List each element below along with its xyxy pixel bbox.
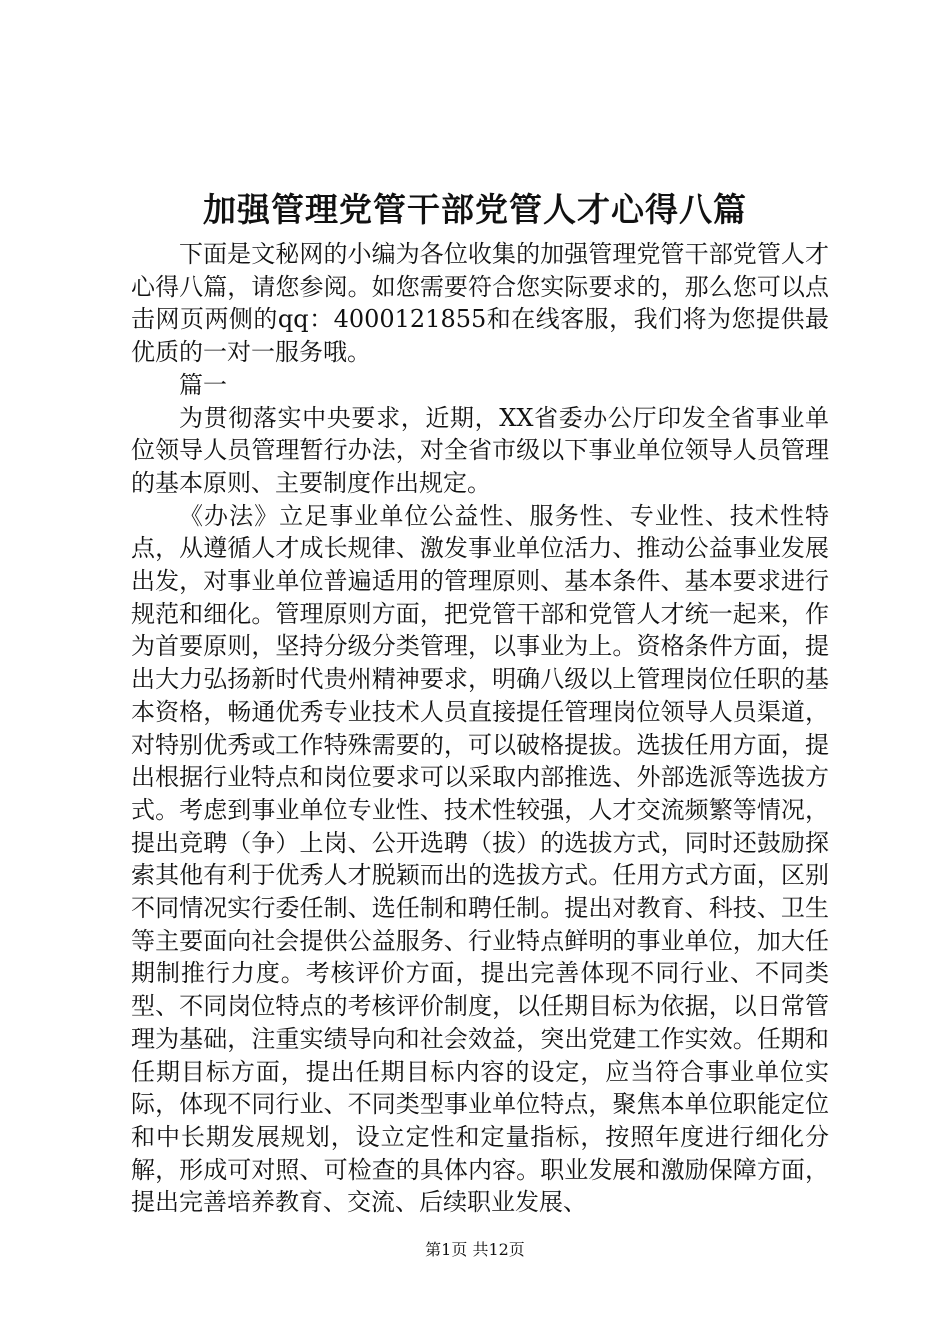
page-number: 第1页 共12页 [425,1240,525,1259]
body-paragraph: 为贯彻落实中央要求，近期，XX省委办公厅印发全省事业单位领导人员管理暂行办法，对全省市级以下事业单位领导人员管理的基本原则、主要制度作出规定。 [131,403,829,497]
body-paragraph: 《办法》立足事业单位公益性、服务性、专业性、技术性特点，从遵循人才成长规律、激发事业单位活力、推动公益事业发展出发，对事业单位普遍适用的管理原则、基本条件、基本要求进行规范和细化。管理原则方面，把党管干部和党管人才统一起来，作为首要原则，坚持分级分类管理，以事业为上。资格条件方面，提出大力弘扬新时代贵州精神要求，明确八级以上管理岗位任职的基本资格，畅通优秀专业技术人员直接提任管理岗位领导人员渠道，对特别优秀或工作特殊需要的，可以破格提拔。选拔任用方面，提出根据行业特点和岗位要求可以采取内部推选、外部选派等选拔方式。考虑到事业单位专业性、技术性较强，人才交流频繁等情况，提出竞聘（争）上岗、公开选聘（拔）的选拔方式，同时还鼓励探索其他有利于优秀人才脱颖而出的选拔方式。任用方式方面，区别不同情况实行委任制、选任制和聘任制。提出对教育、科技、卫生等主要面向社会提供公益服务、行业特点鲜明的事业单位，加大任期制推行力度。考核评价方面，提出完善体现不同行业、不同类型、不同岗位特点的考核评价制度，以任期目标为依据，以日常管理为基础，注重实绩导向和社会效益，突出党建工作实效。任期和任期目标方面，提出任期目标内容的设定，应当符合事业单位实际，体现不同行业、不同类型事业单位特点，聚焦本单位职能定位和中长期发展规划，设立定性和定量指标，按照年度进行细化分解，形成可对照、可检查的具体内容。职业发展和激励保障方面，提出完善培养教育、交流、后续职业发展、 [131,501,829,1217]
document-body [131,238,829,1219]
document-title: 加强管理党管干部党管人才心得八篇 [203,190,747,229]
section-heading: 篇一 [179,370,227,399]
intro-paragraph: 下面是文秘网的小编为各位收集的加强管理党管干部党管人才心得八篇，请您参阅。如您需要符合您实际要求的，那么您可以点击网页两侧的qq：4000121855和在线客服，我们将为您提供最优质的一对一服务哦。 [131,240,829,367]
